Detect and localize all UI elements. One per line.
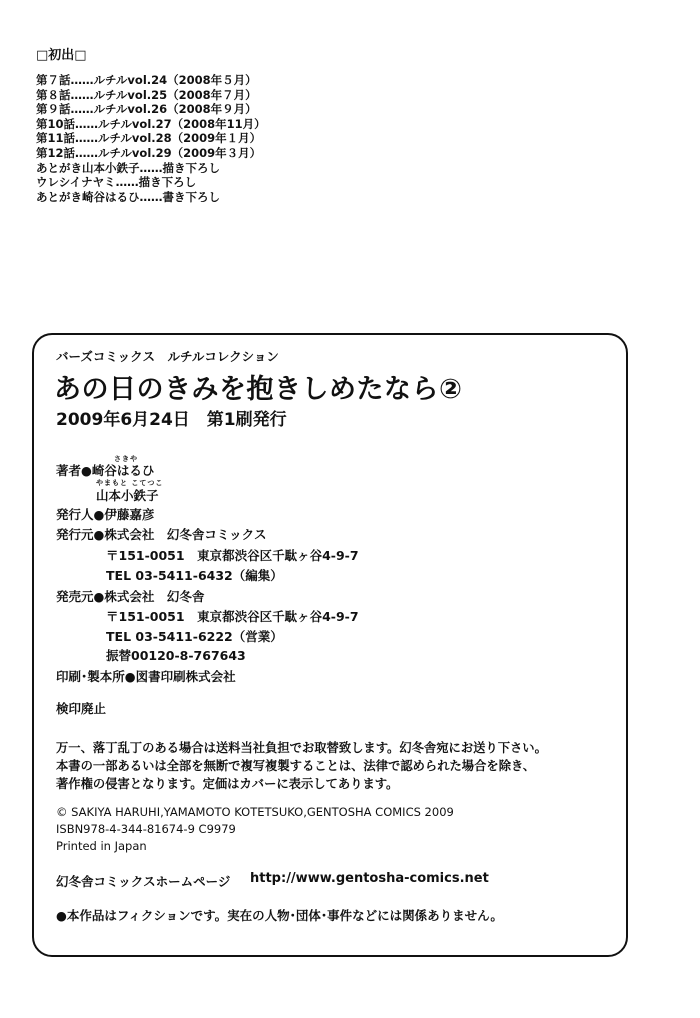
list-item: 第12話……ルチルvol.29（2009年３月）	[36, 145, 262, 160]
notice-line-2: 本書の一部あるいは全部を無断で複写複製することは、法律で認められた場合を除き、	[56, 759, 536, 773]
author1-ruby: さきや	[114, 455, 138, 463]
notice-line-3: 著作権の侵害となります。定価はカバーに表示してあります。	[56, 777, 399, 791]
book-title: あの日のきみを抱きしめたなら②	[54, 374, 463, 405]
list-item: 第10話……ルチルvol.27（2008年11月）	[36, 116, 266, 131]
list-item: 第８話……ルチルvol.25（2008年７月）	[36, 87, 257, 102]
publisher-line: 発行元●株式会社 幻冬舎コミックス	[56, 527, 267, 542]
colophon-box	[32, 333, 628, 957]
publisher-tel: TEL 03-5411-6432（編集）	[106, 568, 283, 583]
seller-address: 〒151-0051 東京都渋谷区千駄ヶ谷4-9-7	[106, 609, 359, 624]
notice-line-1: 万一、落丁乱丁のある場合は送料当社負担でお取替致します。幻冬舎宛にお送り下さい。	[56, 741, 547, 755]
author2-ruby: やまもと こてつこ	[96, 479, 164, 487]
seller-transfer: 振替00120-8-767643	[106, 648, 246, 663]
series-name: バーズコミックス ルチルコレクション	[56, 349, 279, 364]
authors-line: 著者●崎谷はるひ	[56, 463, 155, 478]
list-item: ウレシイナヤミ……描き下ろし	[36, 175, 197, 190]
first-appearance-heading: □初出□	[36, 48, 87, 63]
copyright-line: © SAKIYA HARUHI,YAMAMOTO KOTETSUKO,GENTOSHA COMICS 2009	[56, 805, 454, 819]
publisher-address: 〒151-0051 東京都渋谷区千駄ヶ谷4-9-7	[106, 548, 359, 563]
homepage-url[interactable]: http://www.gentosha-comics.net	[250, 871, 489, 886]
seller-tel: TEL 03-5411-6222（営業）	[106, 629, 283, 644]
list-item: あとがき崎谷はるひ……書き下ろし	[36, 189, 220, 204]
list-item: 第９話……ルチルvol.26（2008年９月）	[36, 102, 257, 117]
printer-line: 印刷･製本所●図書印刷株式会社	[56, 669, 236, 684]
seal-line: 検印廃止	[56, 701, 107, 716]
printed-in-line: Printed in Japan	[56, 839, 147, 853]
author2-name: 山本小鉄子	[96, 488, 159, 503]
issuer-line: 発行人●伊藤嘉彦	[56, 507, 155, 522]
list-item: 第７話……ルチルvol.24（2008年５月）	[36, 73, 257, 87]
list-item: 第11話……ルチルvol.28（2009年１月）	[36, 131, 262, 146]
publication-date: 2009年6月24日 第1刷発行	[56, 410, 287, 430]
seller-line: 発売元●株式会社 幻冬舎	[56, 589, 205, 604]
isbn-line: ISBN978-4-344-81674-9 C9979	[56, 822, 236, 836]
first-appearance-list	[36, 73, 266, 204]
homepage-label: 幻冬舎コミックスホームページ	[56, 874, 231, 889]
fiction-notice: ●本作品はフィクションです。実在の人物･団体･事件などには関係ありません。	[56, 908, 503, 923]
list-item: あとがき山本小鉄子……描き下ろし	[36, 160, 220, 175]
